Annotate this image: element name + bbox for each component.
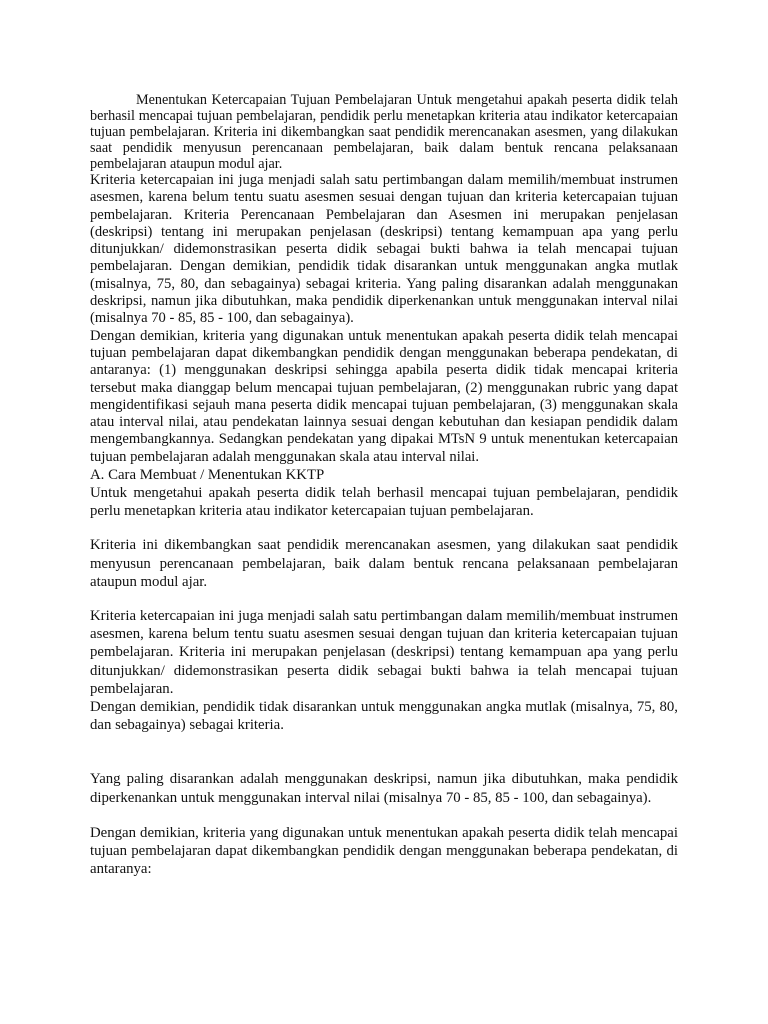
purpose-paragraph: Untuk mengetahui apakah peserta didik telah berhasil mencapai tujuan pembelajaran, pendidik perlu menetapkan kriteria atau indikator ketercapaian tujuan pembelajaran. — [90, 485, 678, 520]
absolute-number-paragraph: Dengan demikian, pendidik tidak disarankan untuk menggunakan angka mutlak (misalnya, 75, 80, dan sebagainya) sebagai kriteria. — [90, 699, 678, 734]
instrument-criteria-paragraph: Kriteria ketercapaian ini juga menjadi salah satu pertimbangan dalam memilih/membuat instrumen asesmen, karena belum tentu suatu asesmen sesuai dengan tujuan dan kriteria ketercapaian tujuan pembelajaran. Kriteria ini merupakan penjelasan (deskripsi) tentang kemampuan apa yang perlu ditunjukkan/ didemonstrasikan peserta didik sebagai bukti bahwa ia telah mencapai tujuan pembelajaran. — [90, 608, 678, 697]
intro-paragraph: Menentukan Ketercapaian Tujuan Pembelajaran Untuk mengetahui apakah peserta didik telah berhasil mencapai tujuan pembelajaran, pendidik perlu menetapkan kriteria atau indikator ketercapaian tujuan pembelajaran. Kriteria ini dikembangkan saat pendidik merencanakan asesmen, yang dilakukan saat pendidik menyusun perencanaan pembelajaran, baik dalam bentuk rencana pelaksanaan pembelajaran ataupun modul ajar. — [90, 92, 678, 172]
criteria-paragraph: Kriteria ketercapaian ini juga menjadi salah satu pertimbangan dalam memilih/membuat instrumen asesmen, karena belum tentu suatu asesmen sesuai dengan tujuan dan kriteria ketercapaian tujuan pembelajaran. Kriteria Perencanaan Pembelajaran dan Asesmen ini merupakan penjelasan (deskripsi) tentang ini merupakan penjelasan (deskripsi) tentang kemampuan apa yang perlu ditunjukkan/ didemonstrasikan peserta didik sebagai bukti bahwa ia telah mencapai tujuan pembelajaran. Dengan demikian, pendidik tidak disarankan untuk menggunakan angka mutlak (misalnya, 75, 80, dan sebagainya) sebagai kriteria. Yang paling disarankan adalah menggunakan deskripsi, namun jika dibutuhkan, maka pendidik diperkenankan untuk menggunakan interval nilai (misalnya 70 - 85, 85 - 100, dan sebagainya). — [90, 172, 678, 327]
approaches-intro-paragraph: Dengan demikian, kriteria yang digunakan untuk menentukan apakah peserta didik telah mencapai tujuan pembelajaran dapat dikembangkan pendidik dengan menggunakan beberapa pendekatan, di antaranya: — [90, 824, 678, 878]
document-content — [90, 92, 678, 879]
description-interval-paragraph: Yang paling disarankan adalah menggunakan deskripsi, namun jika dibutuhkan, maka pendidik diperkenankan untuk menggunakan interval nilai (misalnya 70 - 85, 85 - 100, dan sebagainya). — [90, 771, 678, 806]
assessment-planning-paragraph: Kriteria ini dikembangkan saat pendidik merencanakan asesmen, yang dilakukan saat pendidik menyusun perencanaan pembelajaran, baik dalam bentuk rencana pelaksanaan pembelajaran ataupun modul ajar. — [90, 537, 678, 590]
approach-paragraph: Dengan demikian, kriteria yang digunakan untuk menentukan apakah peserta didik telah mencapai tujuan pembelajaran dapat dikembangkan pendidik dengan menggunakan beberapa pendekatan, di antaranya: (1) menggunakan deskripsi sehingga apabila peserta didik tidak mencapai kriteria tersebut maka dianggap belum mencapai tujuan pembelajaran, (2) menggunakan rubric yang dapat mengidentifikasi sejauh mana peserta didik mencapai tujuan pembelajaran, (3) menggunakan skala atau interval nilai, atau pendekatan lainnya sesuai dengan kebutuhan dan kesiapan pendidik dalam mengembangkannya. Sedangkan pendekatan yang dipakai MTsN 9 untuk menentukan ketercapaian tujuan pembelajaran adalah menggunakan skala atau interval nilai. — [90, 327, 678, 465]
section-heading: A. Cara Membuat / Menentukan KKTP — [90, 467, 325, 484]
